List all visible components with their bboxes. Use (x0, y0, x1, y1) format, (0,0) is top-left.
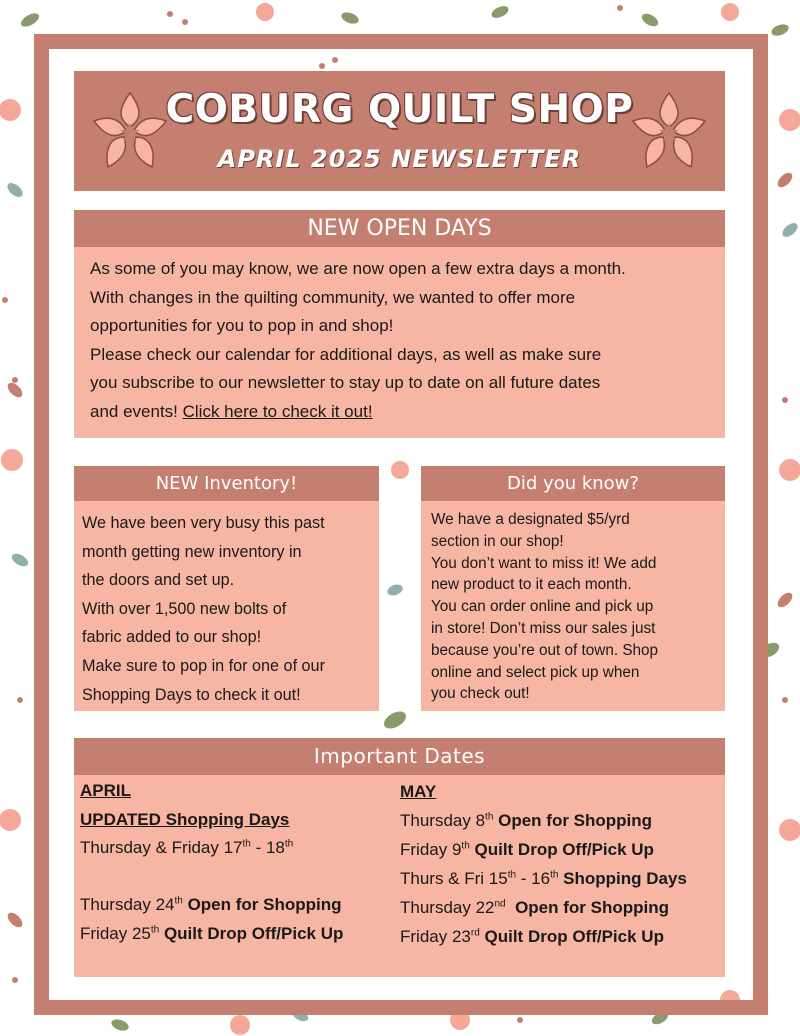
april-date-row: Friday 25th Quilt Drop Off/Pick Up (80, 923, 344, 943)
open-days-line: Please check our calendar for additional days, as well as make sure (90, 344, 602, 364)
open-days-line-prefix: and events! (90, 401, 183, 421)
did-you-know-line: because you’re out of town. Shop (431, 641, 659, 659)
open-days-line: you subscribe to our newsletter to stay up to date on all future dates (90, 373, 601, 392)
inventory-heading: NEW Inventory! (74, 466, 379, 501)
may-date-row: Thurs & Fri 15th - 16th Shopping Days (400, 869, 687, 888)
may-date-row: Friday 23rd Quilt Drop Off/Pick Up (400, 927, 664, 946)
newsletter-subtitle: APRIL 2025 NEWSLETTER (217, 145, 582, 173)
important-dates-heading: Important Dates (74, 738, 725, 775)
open-days-line: opportunities for you to pop in and shop! (90, 316, 394, 335)
inventory-line: month getting new inventory in (82, 542, 302, 561)
did-you-know-body (421, 501, 725, 711)
inventory-line: Make sure to pop in for one of our (82, 656, 325, 675)
inventory-line: With over 1,500 new bolts of (82, 599, 287, 618)
open-days-line: With changes in the quilting community, we wanted to offer more (90, 287, 576, 307)
may-date-row: Thursday 8th Open for Shopping (400, 811, 653, 830)
calendar-link[interactable]: Click here to check it out! (182, 401, 373, 421)
inventory-line: the doors and set up. (82, 571, 235, 590)
april-date-row: Thursday 24th Open for Shopping (80, 895, 342, 914)
open-days-line: As some of you may know, we are now open a few extra days a month. (90, 259, 626, 278)
open-days-line (90, 398, 711, 427)
did-you-know-line: online and select pick up when (431, 663, 640, 681)
april-date-row: Thursday & Friday 17th - 18th (80, 838, 294, 857)
may-date-row: Thursday 22nd Open for Shopping (400, 898, 669, 917)
did-you-know-line: section in our shop! (431, 532, 564, 550)
april-month: APRIL (80, 781, 131, 800)
inventory-line: fabric added to our shop! (82, 628, 262, 647)
shop-title: COBURG QUILT SHOP (165, 87, 634, 132)
did-you-know-line: You don’t want to miss it! We add (431, 554, 657, 572)
may-date-row: Friday 9th Quilt Drop Off/Pick Up (400, 840, 654, 859)
april-column (80, 777, 343, 948)
inventory-body (74, 501, 379, 711)
did-you-know-line: you check out! (431, 685, 530, 703)
did-you-know-line: new product to it each month. (431, 576, 632, 594)
did-you-know-heading: Did you know? (421, 466, 725, 501)
important-dates-body (74, 775, 725, 977)
newsletter-header (74, 71, 725, 191)
did-you-know-line: in store! Don’t miss our sales just (431, 619, 656, 637)
april-subheading: UPDATED Shopping Days (80, 809, 290, 829)
may-month: MAY (400, 782, 437, 801)
did-you-know-line: You can order online and pick up (431, 598, 654, 616)
open-days-heading: NEW OPEN DAYS (74, 210, 725, 247)
inventory-line: Shopping Days to check it out! (82, 685, 301, 704)
inventory-line: We have been very busy this past (82, 514, 325, 532)
did-you-know-line: We have a designated $5/yrd (431, 511, 630, 528)
open-days-body (74, 247, 725, 438)
may-column (400, 777, 687, 951)
